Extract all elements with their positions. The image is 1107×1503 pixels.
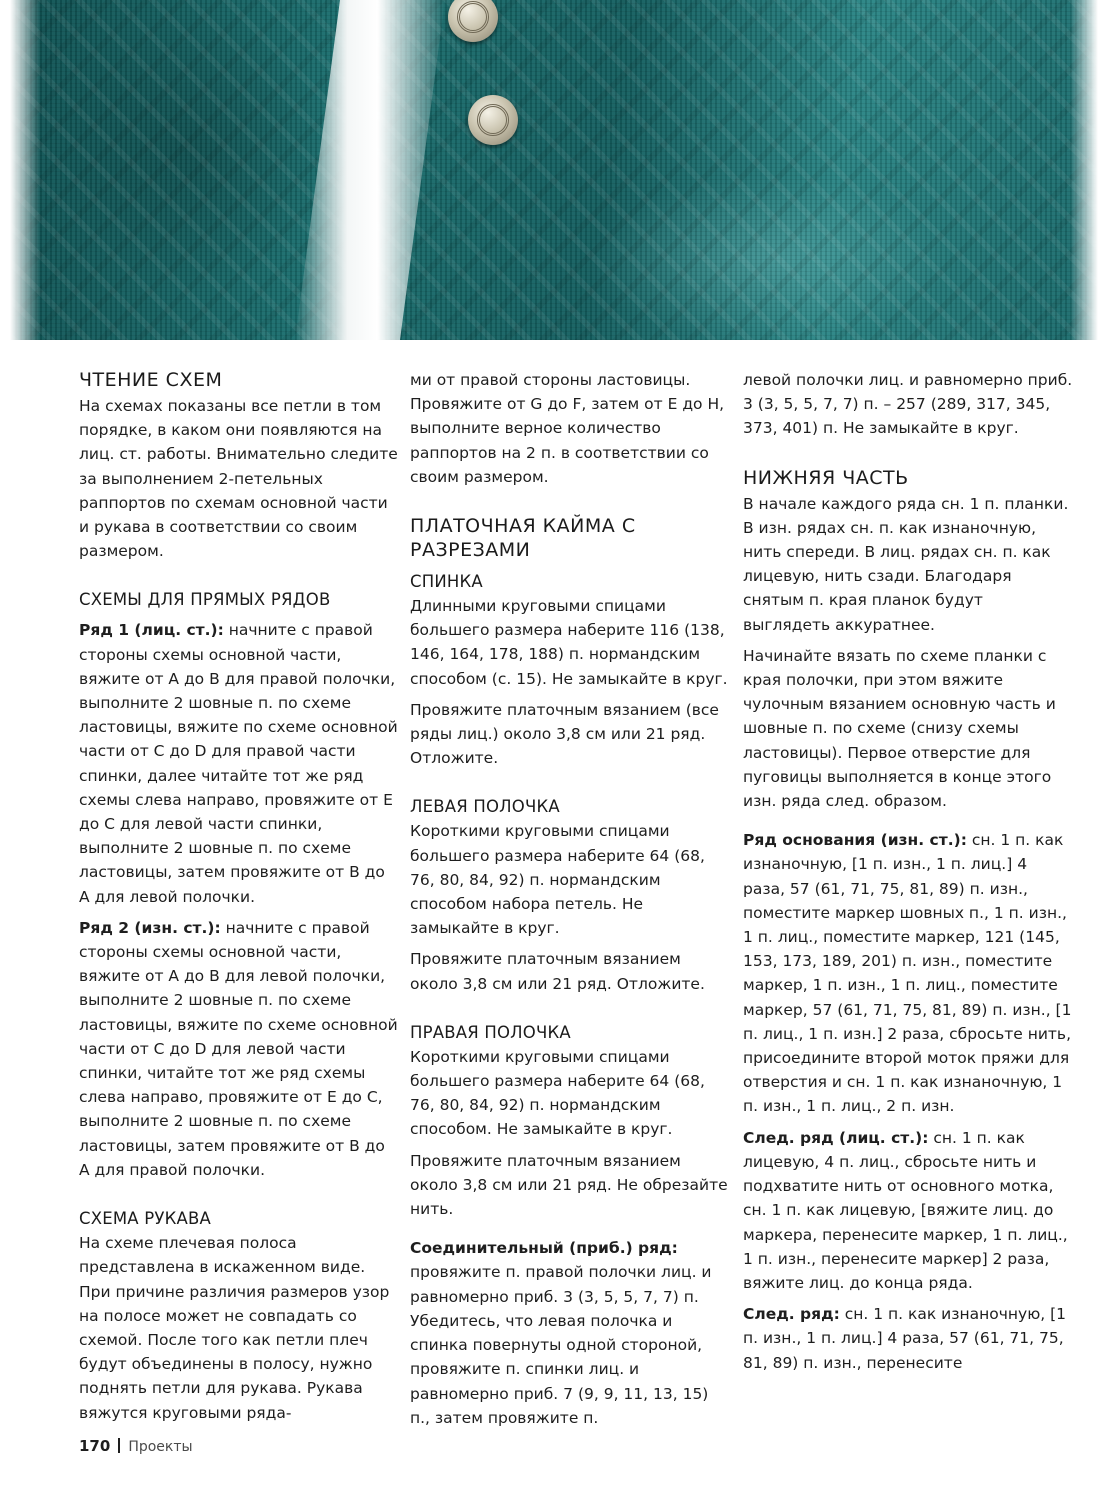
heading-reading-charts: ЧТЕНИЕ СХЕМ <box>79 369 223 391</box>
next-row-label: След. ряд: <box>743 1305 840 1324</box>
column-3 <box>743 368 1073 1382</box>
paragraph-joining-row <box>410 1236 730 1430</box>
paragraph-reading-charts: На схемах показаны все петли в том порядке, в каком они появляются на лиц. ст. работы. Внимательно следите за выполнением 2-петельных раппортов по схемам основной части и рукава в соответствии со своим размером. <box>79 397 398 561</box>
paragraph-right-front-2: Провяжите платочным вязанием около 3,8 см или 21 ряд. Не обрезайте нить. <box>410 1151 728 1219</box>
row-2-text: начните с правой стороны схемы основной части, вяжите от А до В для левой полочки, выполните 2 шовные п. по схеме ластовицы, вяжите по схеме основной части от С до D для левой части спинки, читайте тот же ряд схемы слева направо, провяжите от Е до С, выполните 2 шовные п. по схеме ластовицы, затем провяжите от В до А для правой полочки. <box>79 918 398 1179</box>
row-2-label: Ряд 2 (изн. ст.): <box>79 918 221 937</box>
paragraph-left-front-1: Короткими круговыми спицами большего размера наберите 64 (68, 76, 80, 84, 92) п. нормандским способом набора петель. Не замыкайте в круг. <box>410 822 705 938</box>
knit-stitch-texture <box>10 0 1098 340</box>
page-footer <box>79 1437 193 1455</box>
row-1-label: Ряд 1 (лиц. ст.): <box>79 621 224 640</box>
paragraph-back-2: Провяжите платочным вязанием (все ряды лиц.) около 3,8 см или 21 ряд. Отложите. <box>410 700 719 768</box>
row-1-text: начните с правой стороны схемы основной части, вяжите от А до В для правой полочки, выполните 2 шовные п. по схеме ластовицы, вяжите по схеме основной части от С до D для правой части спинки, далее читайте тот же ряд схемы слева направо, провяжите от Е до С для левой части спинки, выполните 2 шовные п. по схеме ластовицы, затем провяжите от В до А для левой полочки. <box>79 621 398 906</box>
heading-lower-body: НИЖНЯЯ ЧАСТЬ <box>743 466 909 489</box>
heading-straight-rows: СХЕМЫ ДЛЯ ПРЯМЫХ РЯДОВ <box>79 590 331 610</box>
section-name: Проекты <box>128 1439 193 1455</box>
paragraph-col3-continued: левой полочки лиц. и равномерно приб. 3 (3, 5, 5, 7, 7) п. – 257 (289, 317, 345, 373, 401) п. Не замыкайте в круг. <box>743 371 1073 438</box>
footer-divider <box>118 1438 120 1453</box>
paragraph-sleeve-chart: На схеме плечевая полоса представлена в искаженном виде. При причине различия размеров узор на полосе может не совпадать со схемой. После того как петли плеч будут объединены в полосу, нужно поднять петли для рукава. Рукава вяжутся круговыми ряда- <box>79 1234 390 1422</box>
next-row-rs-text: сн. 1 п. как лицевую, 4 п. лиц., сбросьте нить и подхватите нить от основного мотка, сн. 1 п. как лицевую, [вяжите лиц. до маркера, перенесите маркер, 1 п. лиц., 1 п. изн., перенесите маркер] 2 раза, вяжите лиц. до конца ряда. <box>743 1128 1068 1292</box>
paragraph-next-row-rs <box>743 1126 1073 1295</box>
next-row-rs-label: След. ряд (лиц. ст.): <box>743 1128 929 1147</box>
paragraph-lower-body-2: Начинайте вязать по схеме планки с края полочки, при этом вяжите чулочным вязанием основную часть и шовные п. по схеме (снизу схемы ластовицы). Первое отверстие для пуговицы выполняется в конце этого изн. ряда след. образом. <box>743 646 1056 811</box>
next-row-text: сн. 1 п. как изнаночную, [1 п. изн., 1 п. лиц.] 4 раза, 57 (61, 71, 75, 81, 89) п. изн., перенесите <box>743 1305 1067 1372</box>
column-1 <box>79 368 399 1432</box>
photo-edge-left <box>10 0 40 340</box>
heading-sleeve-chart: СХЕМА РУКАВА <box>79 1209 212 1229</box>
heading-left-front: ЛЕВАЯ ПОЛОЧКА <box>410 797 560 817</box>
hero-photo <box>10 0 1098 340</box>
joining-row-label: Соединительный (приб.) ряд: <box>410 1239 678 1258</box>
paragraph-col2-continued: ми от правой стороны ластовицы. Провяжите от G до F, затем от Е до Н, выполните верное количество раппортов на 2 п. в соответствии со своим размером. <box>410 371 725 486</box>
heading-right-front: ПРАВАЯ ПОЛОЧКА <box>410 1022 571 1042</box>
paragraph-right-front-1: Короткими круговыми спицами большего размера наберите 64 (68, 76, 80, 84, 92) п. нормандским способом. Не замыкайте в круг. <box>410 1047 705 1139</box>
foundation-row-label: Ряд основания (изн. ст.): <box>743 831 967 850</box>
paragraph-row-1 <box>79 618 399 908</box>
heading-garter-border: ПЛАТОЧНАЯ КАЙМА С РАЗРЕЗАМИ <box>410 515 636 562</box>
paragraph-foundation-row <box>743 828 1073 1118</box>
paragraph-next-row <box>743 1302 1073 1375</box>
paragraph-left-front-2: Провяжите платочным вязанием около 3,8 см или 21 ряд. Отложите. <box>410 950 705 993</box>
paragraph-lower-body-1: В начале каждого ряда сн. 1 п. планки. В изн. рядах сн. п. как изнаночную, нить спереди. В лиц. рядах сн. п. как лицевую, нить сзади. Благодаря снятым п. края планок будут выглядеть аккуратнее. <box>743 494 1069 634</box>
sweater-button-icon <box>468 95 518 145</box>
paragraph-back-1: Длинными круговыми спицами большего размера наберите 116 (138, 146, 164, 178, 188) п. нормандским способом (с. 15). Не замыкайте в круг. <box>410 597 728 688</box>
paragraph-row-2 <box>79 916 399 1182</box>
joining-row-text: провяжите п. правой полочки лиц. и равномерно приб. 3 (3, 5, 5, 7, 7) п. Убедитесь, что левая полочка и спинка повернуты одной стороной, провяжите п. спинки лиц. и равномерно приб. 7 (9, 9, 11, 13, 15) п., затем провяжите п. <box>410 1263 712 1427</box>
photo-edge-right <box>1070 0 1098 340</box>
column-2 <box>410 368 730 1437</box>
foundation-row-text: сн. 1 п. как изнаночную, [1 п. изн., 1 п. лиц.] 4 раза, 57 (61, 71, 75, 81, 89) п. изн., поместите маркер шовных п., 1 п. изн., 1 п. лиц., поместите маркер, 121 (145, 153, 173, 189, 201) п. изн., поместите маркер, 1 п. изн., 1 п. лиц., поместите маркер, 57 (61, 71, 75, 81, 89) п. изн., [1 п. лиц., 1 п. изн.] 2 раза, сбросьте нить, присоедините второй моток пряжи для отверстия и сн. 1 п. как изнаночную, 1 п. изн., 1 п. лиц., 2 п. изн. <box>743 831 1072 1116</box>
page-number: 170 <box>79 1437 111 1455</box>
heading-back: СПИНКА <box>410 572 483 592</box>
